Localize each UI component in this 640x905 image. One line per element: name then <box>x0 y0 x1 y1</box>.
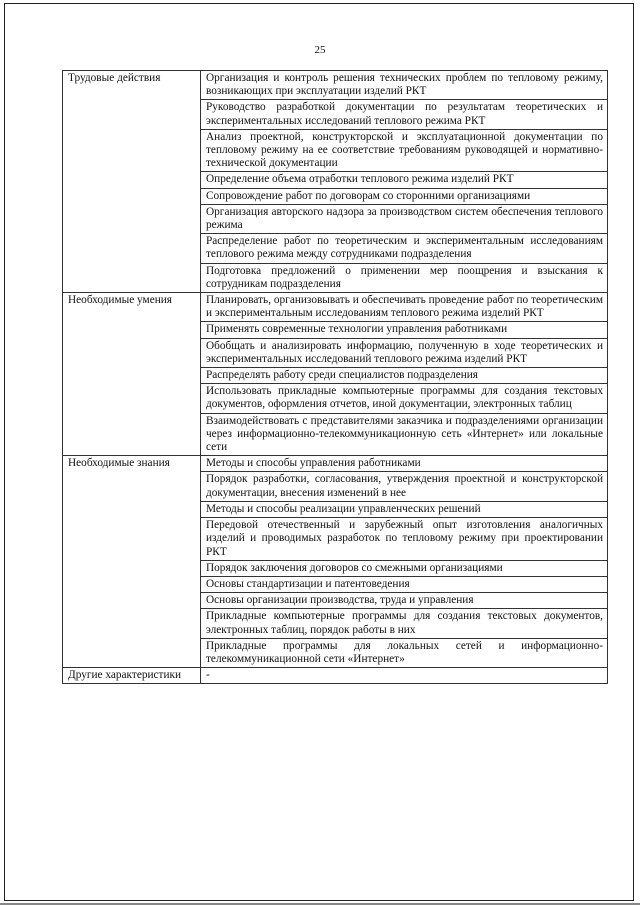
page-number: 25 <box>314 44 326 56</box>
section-item: Передовой отечественный и зарубежный опыт изготовления аналогичных изделий и проводимых разработок по тепловому режиму при проектировании РКТ <box>201 518 608 561</box>
section-item: Порядок разработки, согласования, утверждения проектной и конструкторской документации, внесения изменений в нее <box>201 472 608 501</box>
section-item: Определение объема отработки теплового режима изделий РКТ <box>201 172 608 188</box>
section-item: Организация авторского надзора за производством систем обеспечения теплового режима <box>201 204 608 233</box>
section-item: Подготовка предложений о применении мер поощрения и взыскания к сотрудникам подразделения <box>201 263 608 292</box>
section-item: Руководство разработкой документации по результатам теоретических и экспериментальных исследований теплового режима РКТ <box>201 100 608 129</box>
competency-table <box>62 70 608 684</box>
section-item: Методы и способы управления работниками <box>201 456 608 472</box>
section-label: Необходимые умения <box>63 293 201 456</box>
section-item: Основы стандартизации и патентоведения <box>201 576 608 592</box>
section-item: Прикладные программы для локальных сетей и информационно-телекоммуникационной сети «Интернет» <box>201 638 608 667</box>
section-item: Основы организации производства, труда и управления <box>201 593 608 609</box>
section-item: Организация и контроль решения технических проблем по тепловому режиму, возникающих при эксплуатации изделий РКТ <box>201 71 608 100</box>
section-item: Использовать прикладные компьютерные программы для создания текстовых документов, оформления отчетов, иной документации, электронных таблиц <box>201 384 608 413</box>
section-item: Анализ проектной, конструкторской и эксплуатационной документации по тепловому режиму на ее соответствие требованиям руководящей и нормативно-технической документации <box>201 129 608 172</box>
section-item: Методы и способы реализации управленческих решений <box>201 501 608 517</box>
section-item: Взаимодействовать с представителями заказчика и подразделениями организации через информационно-телекоммуникационную сеть «Интернет» или локальные сети <box>201 413 608 456</box>
section-label: Необходимые знания <box>63 456 201 668</box>
section-label: Другие характеристики <box>63 668 201 684</box>
table-row <box>63 293 608 322</box>
section-item: Планировать, организовывать и обеспечивать проведение работ по теоретическим и экспериментальным исследованиям теплового режима изделий РКТ <box>201 293 608 322</box>
competency-table-body <box>63 71 608 684</box>
table-row <box>63 71 608 100</box>
section-item: Применять современные технологии управления работниками <box>201 322 608 338</box>
table-row <box>63 668 608 684</box>
section-item: Прикладные компьютерные программы для создания текстовых документов, электронных таблиц, порядок работы в них <box>201 609 608 638</box>
section-item: Распределение работ по теоретическим и экспериментальным исследованиям теплового режима между сотрудниками подразделения <box>201 234 608 263</box>
section-label: Трудовые действия <box>63 71 201 293</box>
section-item: Сопровождение работ по договорам со сторонними организациями <box>201 188 608 204</box>
table-row <box>63 456 608 472</box>
section-item: Обобщать и анализировать информацию, полученную в ходе теоретических и экспериментальных исследований теплового режима изделий РКТ <box>201 338 608 367</box>
section-item: Распределять работу среди специалистов подразделения <box>201 368 608 384</box>
section-item: Порядок заключения договоров со смежными организациями <box>201 560 608 576</box>
section-item: - <box>201 668 608 684</box>
